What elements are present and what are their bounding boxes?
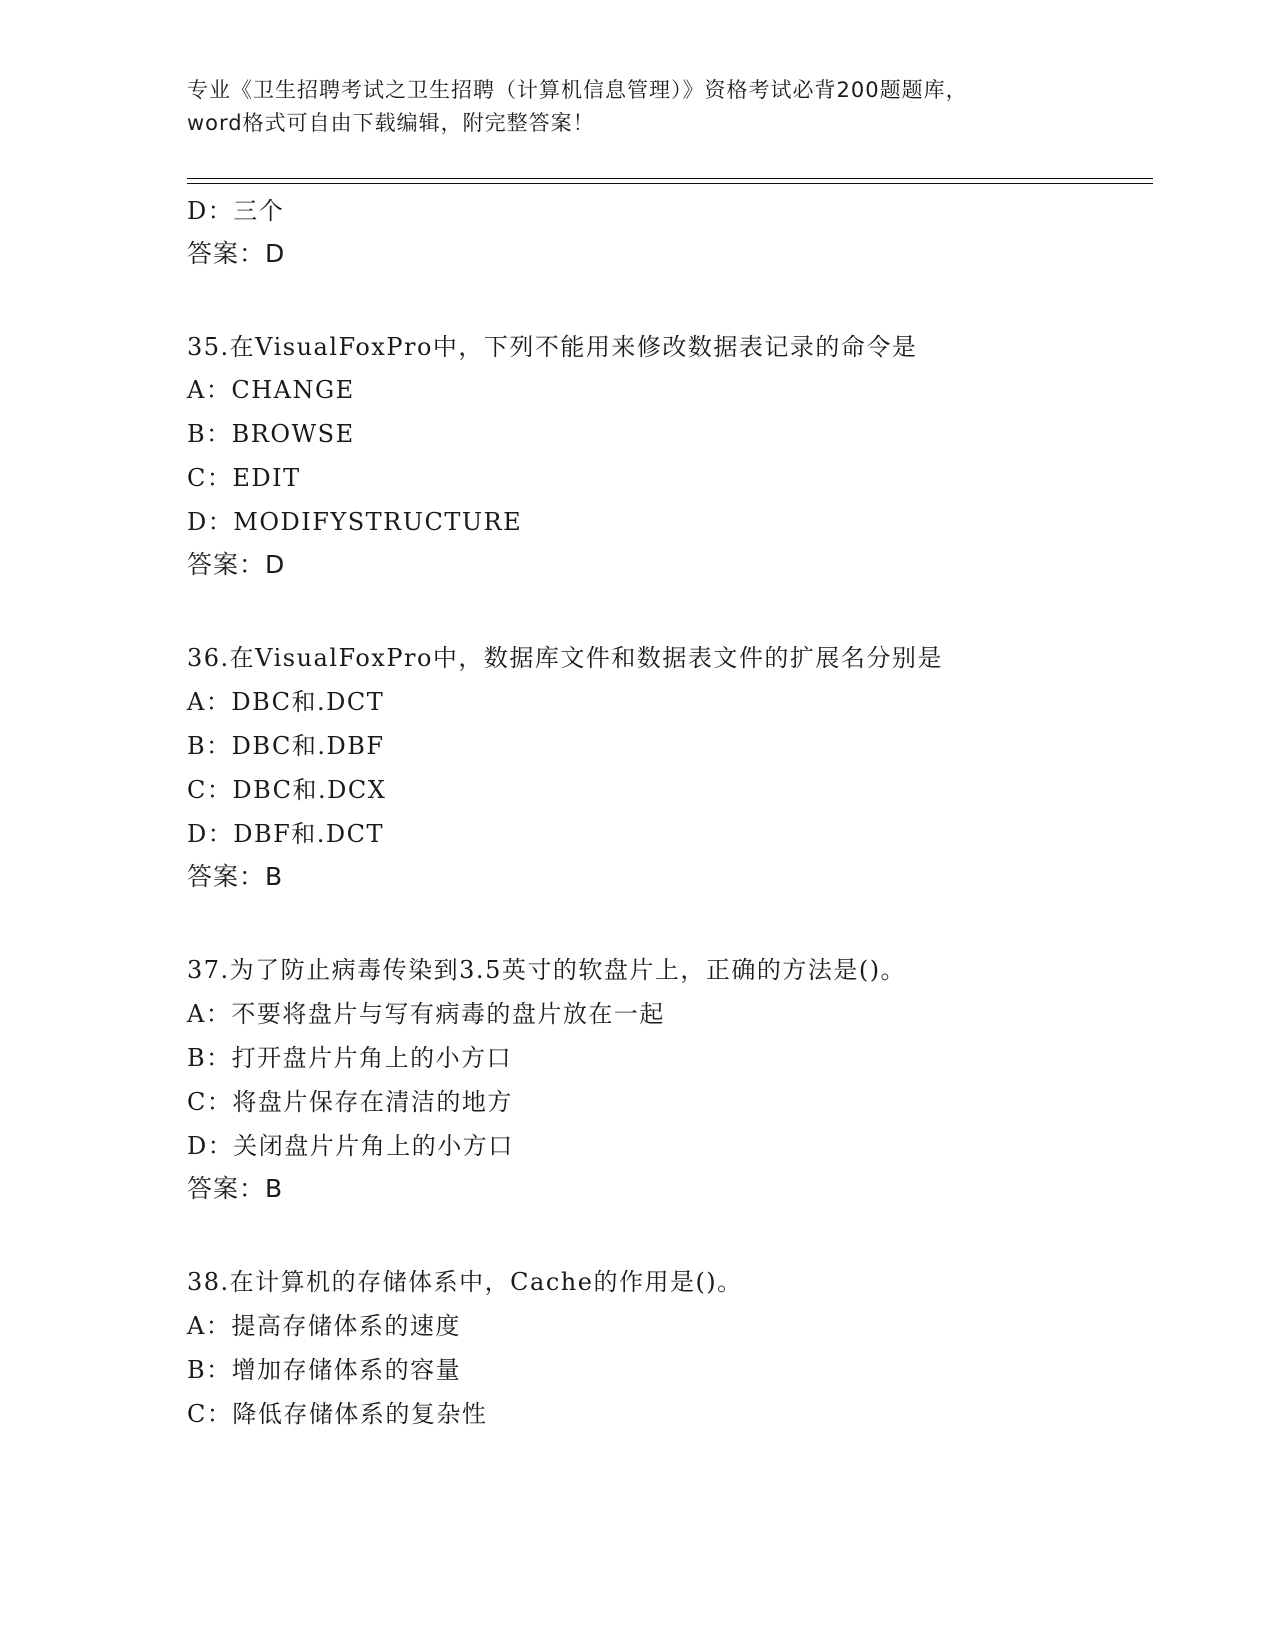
option-line: B：BROWSE [187,420,355,448]
option-line: A：CHANGE [187,376,355,404]
answer-line: 答案：D [187,239,286,268]
option-line: B：DBC和.DBF [187,732,385,760]
option-line: C：将盘片保存在清洁的地方 [187,1088,513,1116]
option-line: A：DBC和.DCT [187,688,385,716]
option-line: C：EDIT [187,464,301,492]
option-line: C：降低存储体系的复杂性 [187,1400,488,1428]
option-line: C：DBC和.DCX [187,776,387,804]
header-divider-top [187,178,1153,179]
question-title: 37.为了防止病毒传染到3.5英寸的软盘片上，正确的方法是()。 [187,956,907,984]
document-header [187,74,1087,140]
option-line: D：MODIFYSTRUCTURE [187,508,523,536]
question-title: 36.在VisualFoxPro中，数据库文件和数据表文件的扩展名分别是 [187,644,943,672]
answer-line: 答案：D [187,550,286,579]
option-line: B：打开盘片片角上的小方口 [187,1044,513,1072]
header-line-1: 专业《卫生招聘考试之卫生招聘（计算机信息管理）》资格考试必背200题题库， [187,78,968,102]
answer-line: 答案：B [187,862,284,891]
option-line: D：三个 [187,197,285,225]
option-line: D：DBF和.DCT [187,820,385,848]
question-title: 38.在计算机的存储体系中，Cache的作用是()。 [187,1268,743,1296]
header-line-2: word格式可自由下载编辑，附完整答案！ [187,111,595,135]
answer-line: 答案：B [187,1174,284,1203]
option-line: D：关闭盘片片角上的小方口 [187,1132,514,1160]
option-line: B：增加存储体系的容量 [187,1356,462,1384]
option-line: A：不要将盘片与写有病毒的盘片放在一起 [187,1000,665,1028]
question-title: 35.在VisualFoxPro中，下列不能用来修改数据表记录的命令是 [187,333,918,361]
option-line: A：提高存储体系的速度 [187,1312,461,1340]
header-divider-bottom [187,183,1153,184]
